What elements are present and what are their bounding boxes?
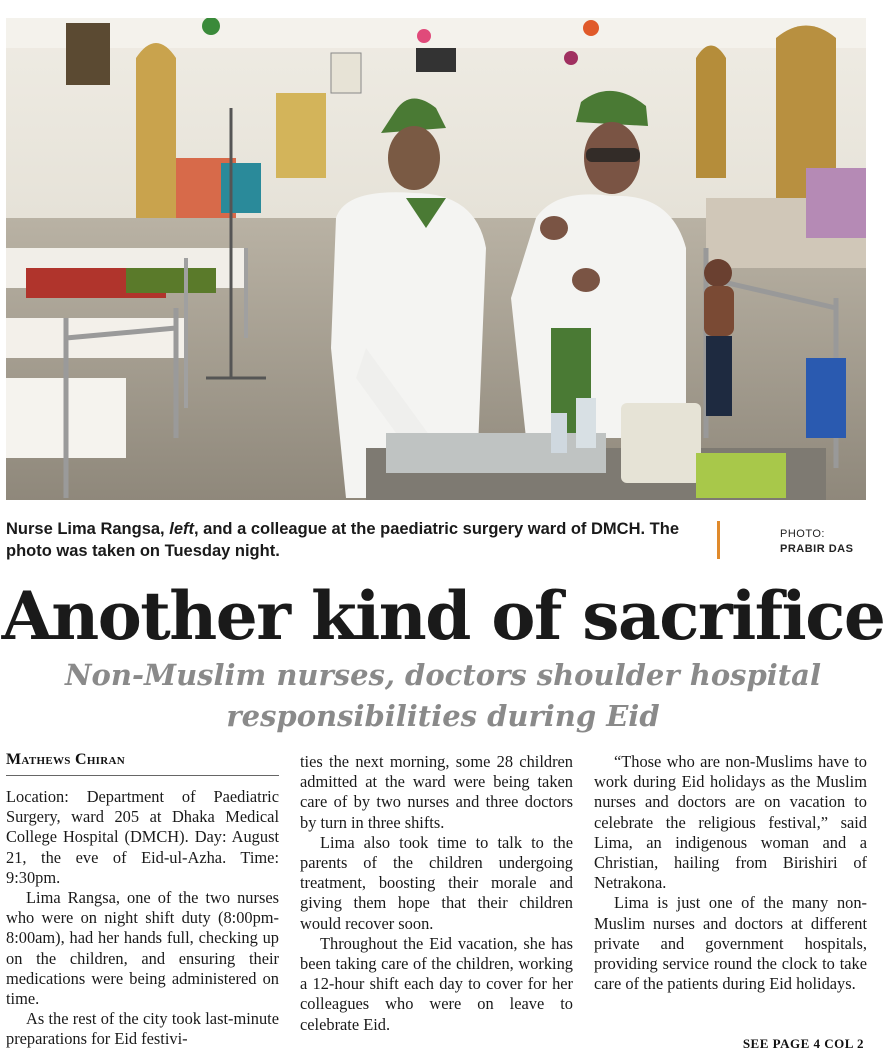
- byline: Mathews Chiran: [6, 751, 279, 776]
- article-column-2: [300, 752, 573, 1035]
- continued-on-link[interactable]: SEE PAGE 4 COL 2: [742, 1036, 864, 1051]
- paragraph: Lima Rangsa, one of the two nurses who were on night shift duty (8:00pm-8:00am), had her hands full, checking up on the children, and ensuring their medications were being administered on time.: [6, 888, 279, 1009]
- credit-divider: [717, 521, 720, 559]
- article-column-3: [594, 752, 867, 994]
- subheadline: Non-Muslim nurses, doctors shoulder hospital responsibilities during Eid: [65, 658, 821, 733]
- photo-caption: [6, 518, 696, 562]
- paragraph: Location: Department of Paediatric Surgery, ward 205 at Dhaka Medical College Hospital (DMCH). Day: August 21, the eve of Eid-ul-Azha. Time: 9:30pm.: [6, 787, 279, 887]
- paragraph: Lima also took time to talk to the parents of the children undergoing treatment, boosting their morale and giving them hope that their children would recover soon.: [300, 832, 573, 933]
- paragraph: “Those who are non-Muslims have to work during Eid holidays as the Muslim nurses and doctors are on vacation to celebrate the religious festival,” said Lima, an indigenous woman and a Christian, hailing from Birishiri of Netrakona.: [594, 752, 867, 893]
- photo-credit: [780, 527, 853, 557]
- caption-text-start: Nurse Lima Rangsa,: [6, 520, 170, 538]
- headline: Another kind of sacrifice: [1, 577, 885, 655]
- credit-label: PHOTO:: [780, 528, 825, 540]
- article-column-1: [6, 787, 279, 1050]
- paragraph: As the rest of the city took last-minute preparations for Eid festivi-: [6, 1009, 279, 1049]
- caption-emphasis: left: [169, 520, 194, 538]
- paragraph: ties the next morning, some 28 children admitted at the ward were being taken care of by two nurses and three doctors by turn in three shifts.: [300, 752, 573, 832]
- credit-name: PRABIR DAS: [780, 543, 854, 555]
- caption-text-end: , and a colleague at the paediatric surgery ward of DMCH. The photo was taken on Tuesday night.: [6, 520, 680, 560]
- paragraph: Lima is just one of the many non-Muslim nurses and doctors at different private and government hospitals, providing service round the clock to take care of the patients during Eid holidays.: [594, 893, 867, 994]
- news-photo: [6, 18, 866, 500]
- paragraph: Throughout the Eid vacation, she has been taking care of the children, working a 12-hour shift each day to cover for her colleagues who were on leave to celebrate Eid.: [300, 933, 573, 1034]
